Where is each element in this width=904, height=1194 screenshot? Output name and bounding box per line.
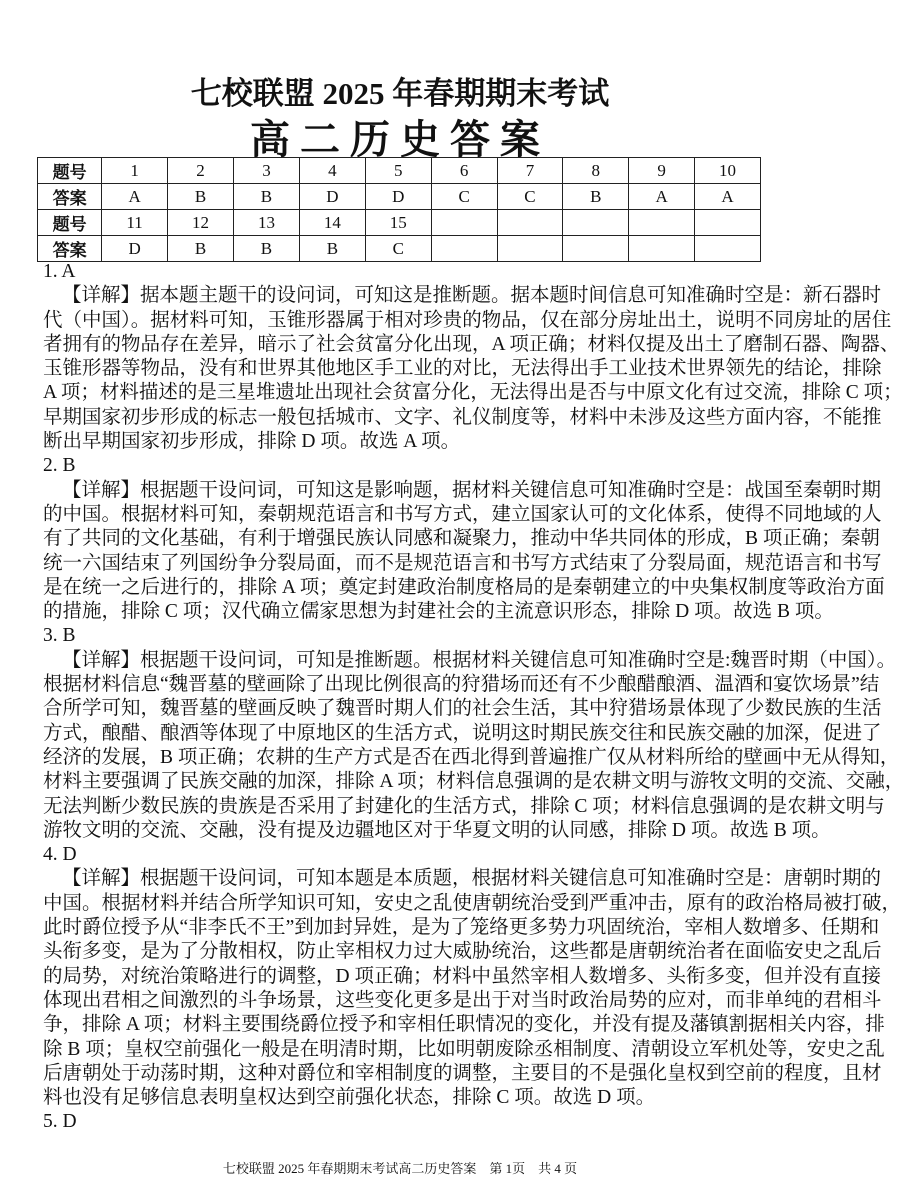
table-cell	[497, 236, 563, 262]
row-label: 答案	[38, 236, 102, 262]
explanation-line: 方式，酿醋、酿酒等体现了中原地区的生活方式，说明这时期民族交往和民族交融的加深，促进了	[43, 722, 882, 744]
explanation-line: 统一六国结束了列国纷争分裂局面，而不是规范语言和书写方式结束了分裂局面，规范语言和书写	[43, 552, 882, 574]
question-answer-heading: 2. B	[43, 455, 76, 477]
explanation-line: 中国。根据材料并结合所学知识可知，安史之乱使唐朝统治受到严重冲击，原有的政治格局被打破，	[43, 892, 902, 914]
table-cell: 2	[168, 158, 234, 184]
table-row	[38, 184, 761, 210]
explanations	[43, 260, 904, 1135]
explanation-line: 【详解】根据题干设问词，可知这是影响题，据材料关键信息可知准确时空是：战国至秦朝时期	[62, 479, 882, 501]
table-cell: 7	[497, 158, 563, 184]
answer-table	[37, 157, 761, 262]
explanation-line: 【详解】据本题主题干的设问词，可知这是推断题。据本题时间信息可知准确时空是：新石器时	[62, 285, 882, 307]
explanation-line: 争，排除 A 项；材料主要围绕爵位授予和宰相任职情况的变化，并没有提及藩镇割据相关内容，排	[43, 1014, 885, 1036]
table-cell: D	[299, 184, 365, 210]
explanation-line: 断出早期国家初步形成，排除 D 项。故选 A 项。	[43, 431, 461, 453]
explanation-line: 根据材料信息“魏晋墓的壁画除了出现比例很高的狩猎场而还有不少酿醋酿酒、温酒和宴饮场景”结	[43, 674, 880, 696]
explanation-line: 者拥有的物品存在差异，暗示了社会贫富分化出现，A 项正确；材料仅提及出土了磨制石器、陶器、	[43, 333, 900, 355]
table-cell: B	[563, 184, 629, 210]
table-cell: 6	[431, 158, 497, 184]
question-answer-heading: 3. B	[43, 625, 76, 647]
table-row	[38, 158, 761, 184]
explanation-line: 料也没有足够信息表明皇权达到空前强化状态，排除 C 项。故选 D 项。	[43, 1087, 656, 1109]
table-cell: A	[102, 184, 168, 210]
table-cell	[563, 236, 629, 262]
explanation-line: 有了共同的文化基础，有利于增强民族认同感和凝聚力，推动中华共同体的形成，B 项正确；秦朝	[43, 528, 880, 550]
explanation-line: A 项；材料描述的是三星堆遗址出现社会贫富分化，无法得出是否与中原文化有过交流，排除 C 项；	[43, 382, 903, 404]
row-label: 题号	[38, 210, 102, 236]
explanation-line: 游牧文明的交流、交融，没有提及边疆地区对于华夏文明的认同感，排除 D 项。故选 B 项。	[43, 819, 831, 841]
page-footer: 七校联盟 2025 年春期期末考试高二历史答案 第 1页 共 4 页	[222, 1161, 578, 1176]
explanation-line: 头衔多变，是为了分散相权，防止宰相权力过大威胁统治，这些都是唐朝统治者在面临安史之乱后	[43, 941, 882, 963]
question-answer-heading: 5. D	[43, 1111, 77, 1133]
table-cell: 10	[695, 158, 761, 184]
question-answer-heading: 4. D	[43, 844, 77, 866]
explanation-line: 是在统一之后进行的，排除 A 项；奠定封建政治制度格局的是秦朝建立的中央集权制度等政治方面	[43, 576, 885, 598]
table-cell: D	[102, 236, 168, 262]
explanation-line: 无法判断少数民族的贵族是否采用了封建化的生活方式，排除 C 项；材料信息强调的是农耕文明与	[43, 795, 885, 817]
table-cell: 8	[563, 158, 629, 184]
table-cell: C	[365, 236, 431, 262]
table-cell: B	[168, 236, 234, 262]
table-cell: 15	[365, 210, 431, 236]
table-cell: 12	[168, 210, 234, 236]
table-cell	[695, 236, 761, 262]
table-cell: B	[299, 236, 365, 262]
table-cell: 13	[233, 210, 299, 236]
explanation-line: 经济的发展，B 项正确；农耕的生产方式是否在西北得到普遍推广仅从材料所给的壁画中无从得知，	[43, 746, 900, 768]
table-cell: B	[168, 184, 234, 210]
table-cell	[563, 210, 629, 236]
table-cell: 14	[299, 210, 365, 236]
question-answer-heading: 1. A	[43, 261, 76, 282]
table-cell: 1	[102, 158, 168, 184]
explanation-line: 后唐朝处于动荡时期，这种对爵位和宰相制度的调整，主要目的不是强化皇权到空前的程度，且材	[43, 1062, 882, 1084]
table-cell: D	[365, 184, 431, 210]
explanation-line: 玉锥形器等物品，没有和世界其他地区手工业的对比，无法得出手工业技术世界领先的结论，排除	[43, 358, 882, 380]
table-cell: C	[431, 184, 497, 210]
table-cell: B	[233, 236, 299, 262]
row-label: 答案	[38, 184, 102, 210]
row-label: 题号	[38, 158, 102, 184]
explanation-line: 早期国家初步形成的标志一般包括城市、文字、礼仪制度等，材料中未涉及这些方面内容，不能推	[43, 406, 882, 428]
table-cell	[629, 210, 695, 236]
table-cell	[431, 236, 497, 262]
explanation-line: 材料主要强调了民族交融的加深，排除 A 项；材料信息强调的是农耕文明与游牧文明的交流、交融，	[43, 771, 904, 793]
document-subtitle: 高二历史答案	[250, 118, 550, 162]
explanation-line: 【详解】根据题干设问词，可知是推断题。根据材料关键信息可知准确时空是:魏晋时期（中国）。	[62, 649, 897, 671]
table-cell: A	[695, 184, 761, 210]
explanation-line: 的局势，对统治策略进行的调整，D 项正确；材料中虽然宰相人数增多、头衔多变，但并没有直接	[43, 965, 881, 987]
exam-title: 七校联盟 2025 年春期期末考试	[190, 76, 610, 111]
explanation-line: 此时爵位授予从“非李氏不王”到加封异姓，是为了笼络更多势力巩固统治，宰相人数增多、任期和	[43, 917, 880, 939]
explanation-line: 合所学可知，魏晋墓的壁画反映了魏晋时期人们的社会生活，其中狩猎场景体现了少数民族的生活	[43, 698, 882, 720]
table-cell	[695, 210, 761, 236]
explanation-line: 体现出君相之间激烈的斗争场景，这些变化更多是出于对当时政治局势的应对，而非单纯的君相斗	[43, 989, 882, 1011]
table-cell: 3	[233, 158, 299, 184]
explanation-line: 除 B 项；皇权空前强化一般是在明清时期，比如明朝废除丞相制度、清朝设立军机处等，安史之乱	[43, 1038, 885, 1060]
table-cell	[629, 236, 695, 262]
table-cell: 5	[365, 158, 431, 184]
table-cell: A	[629, 184, 695, 210]
explanation-line: 的措施，排除 C 项；汉代确立儒家思想为封建社会的主流意识形态，排除 D 项。故选 B 项。	[43, 601, 834, 623]
table-cell: 11	[102, 210, 168, 236]
table-cell	[431, 210, 497, 236]
explanation-line: 代（中国）。据材料可知，玉锥形器属于相对珍贵的物品，仅在部分房址出土，说明不同房址的居住	[43, 309, 892, 331]
table-cell: 4	[299, 158, 365, 184]
table-cell: B	[233, 184, 299, 210]
table-cell	[497, 210, 563, 236]
table-row	[38, 210, 761, 236]
table-row	[38, 236, 761, 262]
explanation-line: 【详解】根据题干设问词，可知本题是本质题，根据材料关键信息可知准确时空是：唐朝时期的	[62, 868, 882, 890]
explanation-line: 的中国。根据材料可知，秦朝规范语言和书写方式，建立国家认可的文化体系，使得不同地域的人	[43, 503, 882, 525]
table-cell: C	[497, 184, 563, 210]
table-cell: 9	[629, 158, 695, 184]
